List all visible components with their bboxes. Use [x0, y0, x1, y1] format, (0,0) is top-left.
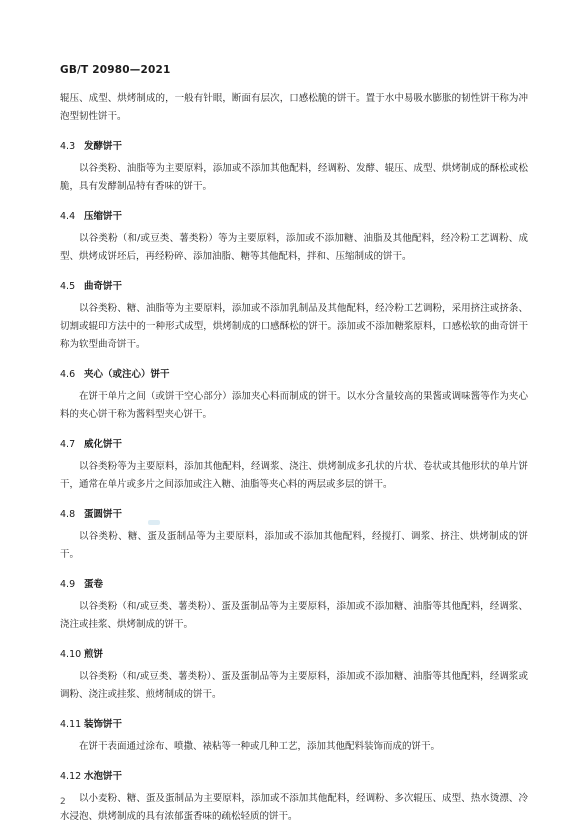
section-4-9 — [60, 578, 528, 634]
section-number: 4.6 — [60, 369, 76, 380]
section-heading — [60, 578, 528, 592]
section-body: 以小麦粉、糖、蛋及蛋制品为主要原料，添加或不添加其他配料，经调粉、多次辊压、成型、热水烫漂、冷水浸泡、烘烤制成的具有浓郁蛋香味的疏松轻质的饼干。 — [60, 793, 528, 822]
intro-paragraph: 辊压、成型、烘烤制成的，一般有针眼，断面有层次，口感松脆的饼干。置于水中易吸水膨胀的韧性饼干称为冲泡型韧性饼干。 — [60, 93, 528, 122]
section-body: 在饼干单片之间（或饼干空心部分）添加夹心料而制成的饼干。以水分含量较高的果酱或调味酱等作为夹心料的夹心饼干称为酱料型夹心饼干。 — [60, 391, 528, 420]
section-title: 压缩饼干 — [84, 211, 123, 222]
section-4-4 — [60, 210, 528, 266]
scan-artifact — [148, 520, 160, 525]
section-4-5 — [60, 280, 528, 354]
section-4-3 — [60, 140, 528, 196]
section-title: 煎饼 — [84, 649, 104, 660]
section-number: 4.5 — [60, 281, 76, 292]
section-title: 夹心（或注心）饼干 — [84, 369, 170, 380]
section-body: 以谷类粉、糖、蛋及蛋制品等为主要原料，添加或不添加其他配料，经搅打、调浆、挤注、烘烤制成的饼干。 — [60, 531, 528, 560]
section-4-8 — [60, 508, 528, 564]
section-body: 以谷类粉等为主要原料，添加其他配料，经调浆、浇注、烘烤制成多孔状的片状、卷状或其他形状的单片饼干，通常在单片或多片之间添加或注入糖、油脂等夹心料的两层或多层的饼干。 — [60, 461, 528, 490]
section-number: 4.4 — [60, 211, 76, 222]
section-4-11 — [60, 718, 528, 756]
section-heading — [60, 210, 528, 224]
section-body: 以谷类粉（和/或豆类、薯类粉）、蛋及蛋制品等为主要原料，添加或不添加糖、油脂等其他配料，经调浆、浇注或挂浆、烘烤制成的饼干。 — [60, 601, 528, 630]
section-number: 4.11 — [60, 719, 82, 730]
section-title: 蛋圆饼干 — [84, 509, 123, 520]
section-heading — [60, 280, 528, 294]
section-number: 4.7 — [60, 439, 76, 450]
section-number: 4.3 — [60, 141, 76, 152]
section-heading — [60, 508, 528, 522]
section-title: 蛋卷 — [84, 579, 104, 590]
section-heading — [60, 718, 528, 732]
section-number: 4.9 — [60, 579, 76, 590]
section-title: 装饰饼干 — [84, 719, 123, 730]
section-body: 以谷类粉（和/或豆类、薯类粉）、蛋及蛋制品等为主要原料，添加或不添加糖、油脂等其他配料，经调浆或调粉、浇注或挂浆、煎烤制成的饼干。 — [60, 671, 528, 700]
section-body: 以谷类粉、糖、油脂等为主要原料，添加或不添加乳制品及其他配料，经冷粉工艺调粉，采用挤注或挤条、切割或辊印方法中的一种形式成型，烘烤制成的口感酥松的饼干。添加或不添加糖浆原料，口感松软的曲奇饼干称为软型曲奇饼干。 — [60, 303, 528, 350]
section-body: 以谷类粉（和/或豆类、薯类粉）等为主要原料，添加或不添加糖、油脂及其他配料，经冷粉工艺调粉、成型、烘烤成饼坯后，再经粉碎、添加油脂、糖等其他配料，拌和、压缩制成的饼干。 — [60, 233, 528, 262]
section-number: 4.12 — [60, 771, 82, 782]
section-title: 发酵饼干 — [84, 141, 123, 152]
section-title: 曲奇饼干 — [84, 281, 123, 292]
page-number: 2 — [60, 797, 66, 807]
section-heading — [60, 438, 528, 452]
section-number: 4.10 — [60, 649, 82, 660]
section-title: 水泡饼干 — [84, 771, 123, 782]
section-number: 4.8 — [60, 509, 76, 520]
section-title: 威化饼干 — [84, 439, 123, 450]
section-heading — [60, 770, 528, 784]
section-heading — [60, 140, 528, 154]
section-4-6 — [60, 368, 528, 424]
section-4-12 — [60, 770, 528, 826]
section-4-7 — [60, 438, 528, 494]
section-heading — [60, 368, 528, 382]
section-body: 在饼干表面通过涂布、喷撒、裱粘等一种或几种工艺，添加其他配料装饰而成的饼干。 — [79, 741, 441, 752]
standard-code: GB/T 20980—2021 — [60, 64, 171, 76]
section-body: 以谷类粉、油脂等为主要原料，添加或不添加其他配料，经调粉、发酵、辊压、成型、烘烤制成的酥松或松脆，具有发酵制品特有香味的饼干。 — [60, 163, 528, 192]
section-heading — [60, 648, 528, 662]
document-body — [60, 90, 528, 826]
section-4-10 — [60, 648, 528, 704]
